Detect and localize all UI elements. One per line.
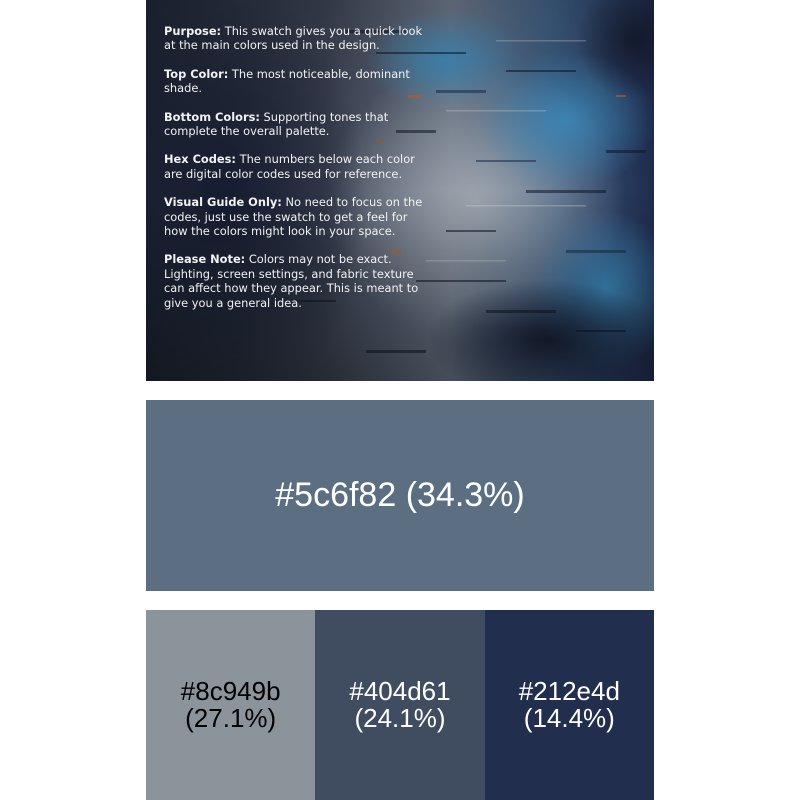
secondary-swatch-3-percent: (14.4%) (523, 703, 615, 733)
rug-texture-image (146, 0, 654, 381)
info-purpose-title: Purpose: (164, 24, 222, 38)
secondary-swatch-2 (315, 610, 484, 800)
info-bottom-colors-text: Supporting tones that complete the overall palette. (164, 109, 389, 139)
secondary-swatch-1-percent: (27.1%) (185, 703, 277, 733)
secondary-color-row (146, 610, 654, 800)
secondary-swatch-1-hex: #8c949b (180, 676, 281, 706)
info-top-color-title: Top Color: (164, 66, 229, 81)
info-visual-guide-title: Visual Guide Only: (164, 195, 282, 210)
info-bottom-colors-title: Bottom Colors: (164, 109, 260, 124)
info-please-note-title: Please Note: (164, 252, 246, 267)
secondary-swatch-3 (485, 610, 654, 800)
primary-color-swatch (146, 400, 654, 591)
primary-color-label: #5c6f82 (34.3%) (275, 476, 525, 514)
info-top-color-text: The most noticeable, dominant shade. (164, 66, 410, 96)
secondary-swatch-2-percent: (24.1%) (354, 703, 446, 733)
info-visual-guide-text: No need to focus on the codes, just use the swatch to get a feel for how the colors might look in your space. (164, 195, 423, 239)
info-hex-codes-text: The numbers below each color are digital color codes used for reference. (164, 152, 415, 181)
info-purpose (164, 24, 432, 53)
info-hex-codes-title: Hex Codes: (164, 152, 236, 167)
info-visual-guide (164, 195, 432, 238)
secondary-swatch-2-hex: #404d61 (349, 676, 451, 706)
info-please-note (164, 252, 432, 310)
info-bottom-colors (164, 110, 432, 139)
swatch-info-text (164, 24, 432, 324)
info-top-color (164, 67, 432, 96)
info-please-note-text: Colors may not be exact. Lighting, screen settings, and fabric texture can affect how they appear. This is meant to give you a general idea. (164, 252, 419, 310)
secondary-swatch-1 (146, 610, 315, 800)
secondary-swatch-3-hex: #212e4d (518, 676, 620, 706)
info-hex-codes (164, 152, 432, 181)
info-purpose-text: This swatch gives you a quick look at the main colors used in the design. (164, 24, 423, 53)
